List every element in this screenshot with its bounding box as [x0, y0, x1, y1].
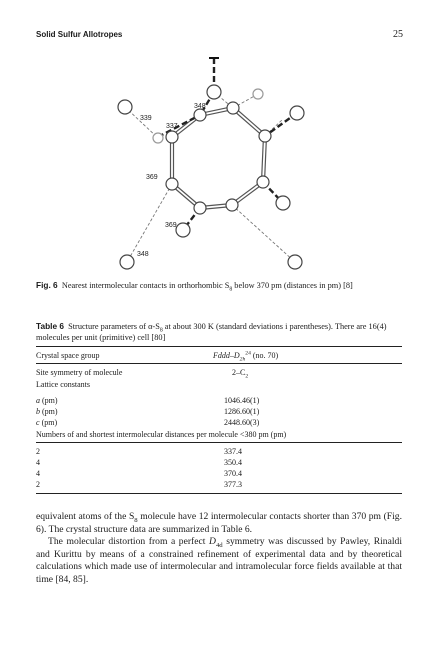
ring-atoms	[166, 102, 271, 214]
table-caption-text: Structure parameters of α-S	[68, 322, 160, 331]
figure-caption-subscript: 8	[229, 286, 233, 293]
distance-label: 339	[140, 115, 152, 122]
header-space-group-value: Fddd–$D_{2h}^{24}$ (no. 70)	[213, 350, 279, 363]
distance-label: 348	[194, 103, 206, 110]
distance-label: 337	[166, 123, 178, 130]
body-text	[36, 511, 402, 587]
table-top-rule	[36, 346, 402, 347]
table-caption-subscript: 8	[159, 327, 163, 334]
distance-label: 369	[165, 222, 177, 229]
distance-label: 369	[146, 174, 158, 181]
running-header-title: Solid Sulfur Allotropes	[36, 30, 123, 39]
table-row-contact: 2 377.3	[36, 480, 242, 489]
table-mid-rule	[36, 442, 402, 443]
figure-caption	[36, 280, 402, 291]
table-row-contacts-heading: Numbers of and shortest intermolecular distances per molecule <380 pm (pm)	[36, 430, 287, 439]
paragraph: The molecular distortion from a perfect $D_{4d}$ symmetry was discussed by Pawley, Rinaldi and Kurittu by means of a constrained refinement of experimental data and by theoretical calculations which made use of intermolecular and intramolecular force fields available at that time [84, 85].	[36, 536, 402, 585]
table-header-rule	[36, 363, 402, 364]
table-bottom-rule	[36, 493, 402, 494]
table-row-lattice-a: a (pm) 1046.46(1)	[36, 396, 260, 405]
table-caption-label: Table 6	[36, 321, 64, 331]
table-row-lattice-b: b (pm) 1286.60(1)	[36, 407, 260, 416]
header-space-group-label: Crystal space group	[36, 351, 100, 360]
table-header-row	[36, 350, 402, 361]
table-caption-text-end: at about 300 K (standard deviations i parentheses). There are 16(4) molecules per unit (primitive) cell [80]	[36, 322, 387, 342]
figure-caption-text: Nearest intermolecular contacts in orthorhombic S	[61, 281, 230, 290]
table-row-contact: 4 350.4	[36, 458, 242, 467]
table-row-site-symmetry: Site symmetry of molecule $2-C_2$	[36, 368, 249, 380]
figure-caption-text-end: below 370 pm (distances in pm) [8]	[232, 281, 353, 290]
page-number: 25	[393, 29, 403, 40]
table-row-lattice-heading: Lattice constants	[36, 380, 90, 389]
table-row-contact: 2 337.4	[36, 447, 242, 456]
distance-label: 348	[137, 251, 149, 258]
figure-caption-label: Fig. 6	[36, 280, 58, 290]
figure-s8-contacts-diagram	[36, 46, 402, 274]
paragraph: equivalent atoms of the $S_8$ molecule have 12 intermolecular contacts shorter than 370 pm (Fig. 6). The crystal structure data are summarized in Table 6.	[36, 511, 402, 535]
table-row-lattice-c: c (pm) 2448.60(3)	[36, 418, 260, 427]
table-row-contact: 4 370.4	[36, 469, 242, 478]
table-caption	[36, 321, 402, 343]
